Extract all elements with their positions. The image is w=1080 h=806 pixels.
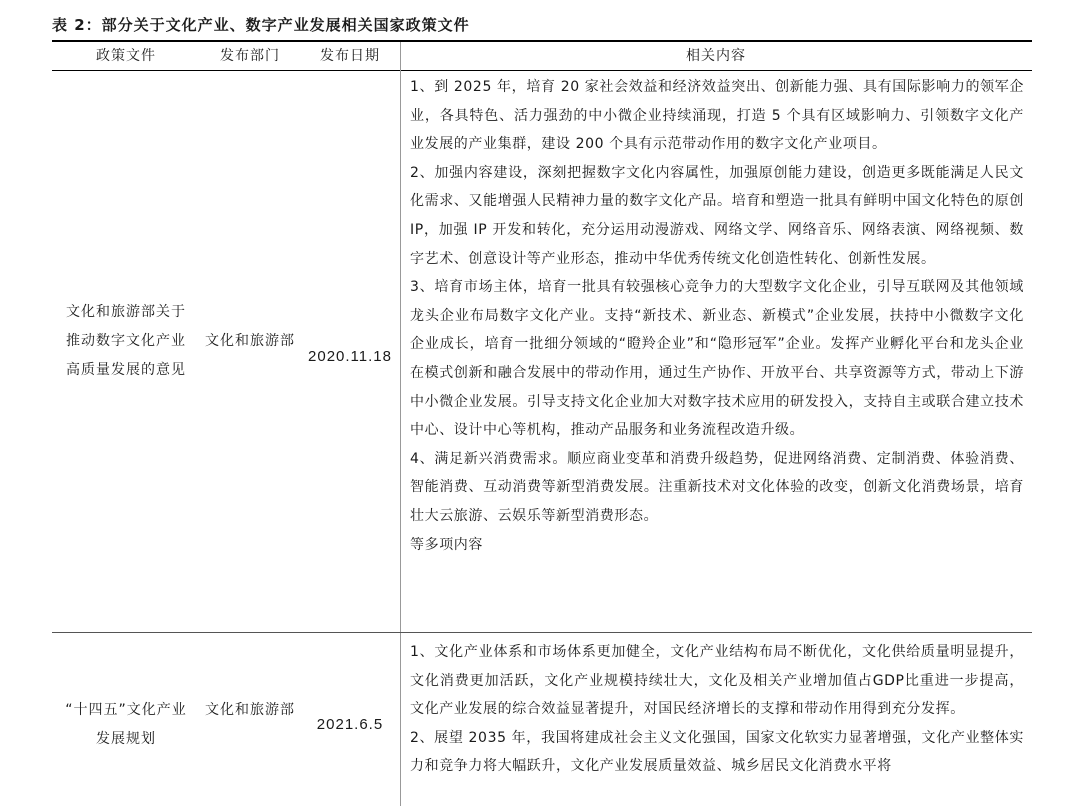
row2-document: “十四五”文化产业发展规划	[65, 702, 187, 747]
row1-content-paragraph: 4、满足新兴消费需求。顺应商业变革和消费升级趋势，促进网络消费、定制消费、体验消费、智能消费、互动消费等新型消费发展。注重新技术对文化体验的改变，创新文化消费场景，培育壮大云旅游、云娱乐等新型消费形态。	[410, 450, 1024, 524]
row1-content-paragraph: 1、到 2025 年，培育 20 家社会效益和经济效益突出、创新能力强、具有国际影响力的领军企业，各具特色、活力强劲的中小微企业持续涌现，打造 5 个具有区域影响力、引领数字文化产业发展的产业集群，建设 200 个具有示范带动作用的数字文化产业项目。	[410, 79, 1024, 153]
header-date: 发布日期	[320, 48, 380, 64]
row1-content-paragraph: 等多项内容	[410, 536, 483, 553]
row1-content	[410, 73, 1024, 559]
header-content: 相关内容	[686, 48, 746, 64]
row2-department: 文化和旅游部	[205, 702, 295, 718]
row2-date: 2021.6.5	[316, 716, 384, 733]
row2-content	[410, 638, 1024, 781]
header-department: 发布部门	[220, 48, 280, 64]
row1-content-paragraph: 2、加强内容建设，深刻把握数字文化内容属性，加强原创能力建设，创造更多既能满足人民文化需求、又能增强人民精神力量的数字文化产品。培育和塑造一批具有鲜明中国文化特色的原创 IP，加强 IP 开发和转化，充分运用动漫游戏、网络文学、网络音乐、网络表演、网络视频、数字艺术、创意设计等产业形态，推动中华优秀传统文化创造性转化、创新性发展。	[410, 164, 1024, 267]
row2-content-paragraph: 2、展望 2035 年，我国将建成社会主义文化强国，国家文化软实力显著增强，文化产业整体实力和竞争力将大幅跃升，文化产业发展质量效益、城乡居民文化消费水平将	[410, 729, 1024, 775]
row1-date: 2020.11.18	[308, 348, 392, 365]
column-separator	[400, 42, 401, 806]
header-document: 政策文件	[96, 48, 156, 64]
row2-content-paragraph: 1、文化产业体系和市场体系更加健全，文化产业结构布局不断优化，文化供给质量明显提升，文化消费更加活跃，文化产业规模持续壮大，文化及相关产业增加值占GDP比重进一步提高，文化产业发展的综合效益显著提升，对国民经济增长的支撑和带动作用得到充分发挥。	[410, 644, 1024, 718]
table-title: 表 2：部分关于文化产业、数字产业发展相关国家政策文件	[52, 16, 470, 34]
row1-document: 文化和旅游部关于推动数字文化产业高质量发展的意见	[66, 304, 186, 378]
row1-content-paragraph: 3、培育市场主体，培育一批具有较强核心竞争力的大型数字文化企业，引导互联网及其他领域龙头企业布局数字文化产业。支持“新技术、新业态、新模式”企业发展，扶持中小微数字文化企业成长，培育一批细分领域的“瞪羚企业”和“隐形冠军”企业。发挥产业孵化平台和龙头企业在模式创新和融合发展中的带动作用，通过生产协作、开放平台、共享资源等方式，带动上下游中小微企业发展。引导支持文化企业加大对数字技术应用的研发投入，支持自主或联合建立技术中心、设计中心等机构，推动产品服务和业务流程改造升级。	[410, 279, 1024, 439]
header-bottom-rule	[52, 70, 1032, 71]
row1-department: 文化和旅游部	[205, 333, 295, 349]
row-separator	[52, 632, 1032, 633]
